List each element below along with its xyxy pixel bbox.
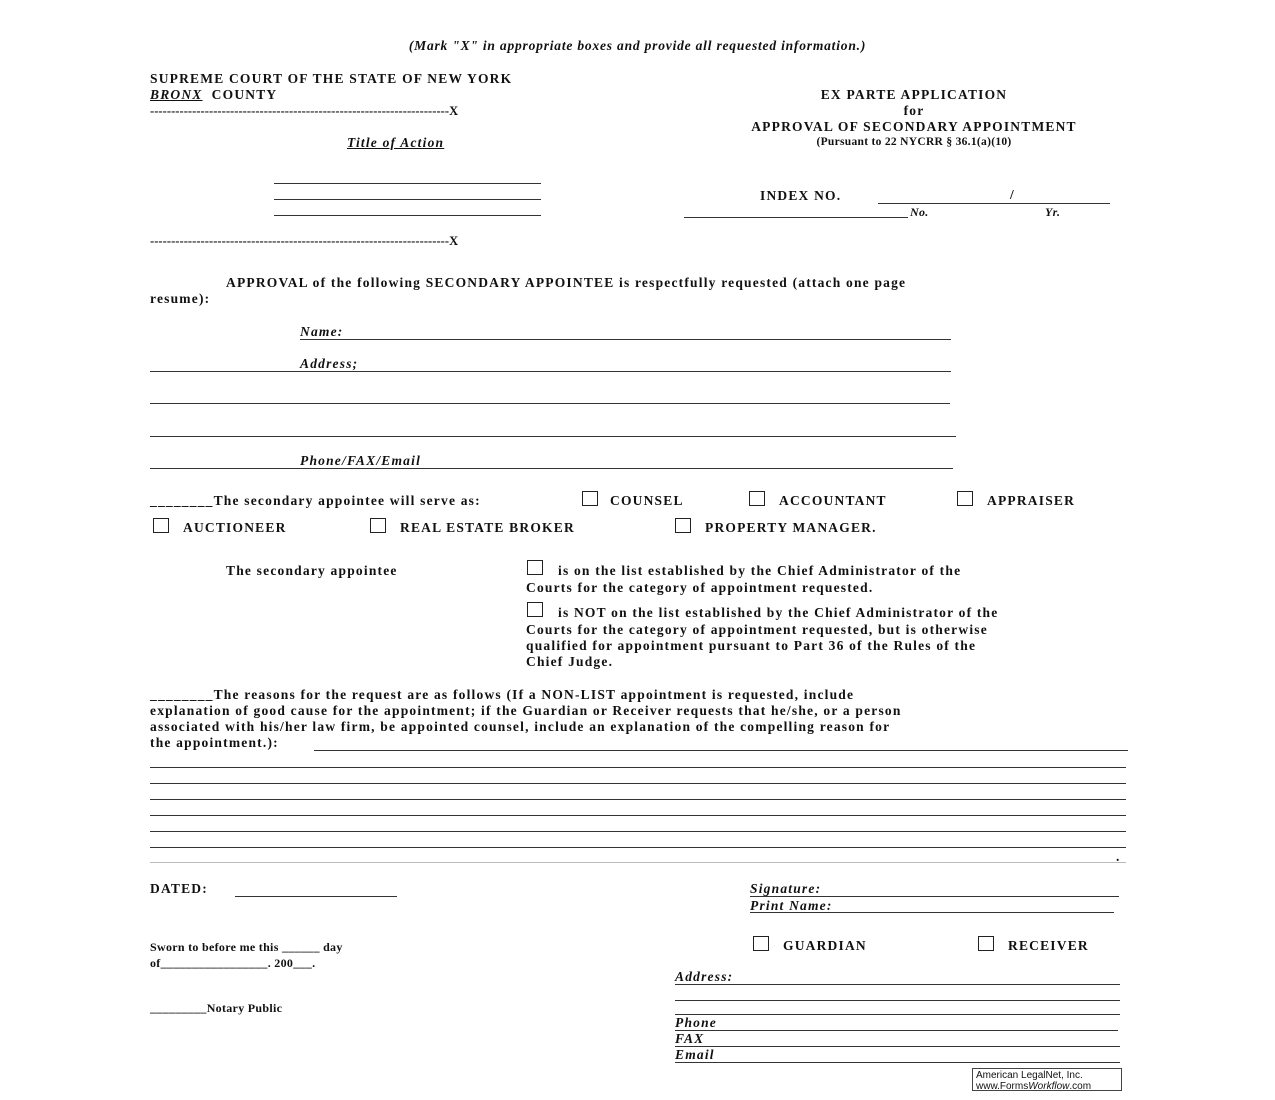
caption-separator-top: -----------------------------------------------------------------------X	[150, 104, 459, 118]
guardian-checkbox[interactable]	[753, 936, 769, 951]
signature-field[interactable]	[750, 896, 1119, 897]
reasons-line[interactable]	[150, 831, 1126, 832]
index-no-label: No.	[910, 205, 929, 219]
approval-text-cont: resume):	[150, 291, 211, 306]
heading-pursuant: (Pursuant to 22 NYCRR § 36.1(a)(10)	[816, 136, 1012, 148]
sworn-line2: of_________________. 200___.	[150, 956, 316, 970]
publisher-url	[976, 1081, 1121, 1092]
print-name-label: Print Name:	[750, 898, 833, 913]
title-of-action: Title of Action	[347, 135, 445, 150]
serve-as-label: ________The secondary appointee will serve as:	[150, 493, 481, 508]
contact-email-field[interactable]	[675, 1062, 1120, 1063]
heading-line2: for	[903, 103, 925, 118]
publisher-logo	[972, 1068, 1122, 1091]
contact-address-line2[interactable]	[675, 1000, 1120, 1001]
contact-fax-field[interactable]	[675, 1046, 1120, 1047]
sworn-line1: Sworn to before me this ______ day	[150, 940, 343, 954]
address-field[interactable]	[150, 371, 951, 372]
reasons-text: the appointment.):	[150, 735, 279, 750]
approval-text: APPROVAL of the following SECONDARY APPOINTEE is respectfully requested (attach one page	[226, 275, 907, 290]
real-estate-broker-checkbox[interactable]	[370, 518, 386, 533]
receiver-label: RECEIVER	[1008, 938, 1089, 953]
property-manager-checkbox[interactable]	[675, 518, 691, 533]
court-name: SUPREME COURT OF THE STATE OF NEW YORK	[150, 71, 513, 86]
instruction: (Mark "X" in appropriate boxes and provide all requested information.)	[408, 38, 867, 53]
auctioneer-label: AUCTIONEER	[183, 520, 287, 535]
accountant-checkbox[interactable]	[749, 491, 765, 506]
caption-separator-bottom: -----------------------------------------------------------------------X	[150, 234, 459, 248]
reasons-text: associated with his/her law firm, be appointed counsel, include an explanation of the compelling reason for	[150, 719, 891, 734]
county-name: BRONX	[150, 87, 203, 102]
index-label: INDEX NO.	[760, 188, 842, 203]
signature-label: Signature:	[750, 881, 822, 896]
phone-fax-email-field[interactable]	[150, 468, 953, 469]
on-list-text: Courts for the category of appointment requested.	[526, 580, 874, 595]
auctioneer-checkbox[interactable]	[153, 518, 169, 533]
address-field-line2[interactable]	[150, 403, 950, 404]
heading-line3: APPROVAL OF SECONDARY APPOINTMENT	[751, 119, 1077, 134]
end-dot: .	[1116, 849, 1121, 864]
guardian-label: GUARDIAN	[783, 938, 867, 953]
not-on-list-text: is NOT on the list established by the Chief Administrator of the	[558, 605, 999, 620]
on-list-text: is on the list established by the Chief Administrator of the	[558, 563, 962, 578]
dated-field[interactable]	[235, 896, 397, 897]
not-on-list-text: Courts for the category of appointment requested, but is otherwise	[526, 622, 988, 637]
not-on-list-checkbox[interactable]	[527, 602, 543, 617]
publisher-name: American LegalNet, Inc.	[976, 1070, 1083, 1081]
phone-fax-email-label: Phone/FAX/Email	[300, 453, 422, 468]
contact-phone-field[interactable]	[675, 1030, 1118, 1031]
reasons-line[interactable]	[150, 815, 1126, 816]
dated-label: DATED:	[150, 881, 208, 896]
print-name-field[interactable]	[750, 912, 1114, 913]
contact-phone-label: Phone	[675, 1015, 718, 1030]
party-line[interactable]	[274, 199, 541, 200]
appraiser-checkbox[interactable]	[957, 491, 973, 506]
property-manager-label: PROPERTY MANAGER.	[705, 520, 877, 535]
index-yr-label: Yr.	[1045, 205, 1061, 219]
list-status-label: The secondary appointee	[226, 563, 398, 578]
reasons-line[interactable]	[150, 862, 1126, 863]
party-line[interactable]	[274, 215, 541, 216]
url-part: .com	[1069, 1081, 1092, 1092]
contact-address-label: Address:	[675, 969, 734, 984]
reasons-line[interactable]	[150, 783, 1126, 784]
name-label: Name:	[300, 324, 344, 339]
address-field-line3[interactable]	[150, 436, 956, 437]
reasons-line[interactable]	[150, 799, 1126, 800]
address-label: Address;	[300, 356, 359, 371]
name-field[interactable]	[300, 339, 951, 340]
counsel-checkbox[interactable]	[582, 491, 598, 506]
heading-line1: EX PARTE APPLICATION	[820, 87, 1008, 102]
real-estate-broker-label: REAL ESTATE BROKER	[400, 520, 575, 535]
url-part: www.Forms	[976, 1081, 1029, 1092]
url-part: Workflow	[1028, 1081, 1070, 1092]
reasons-line[interactable]	[150, 847, 1126, 848]
not-on-list-text: Chief Judge.	[526, 654, 614, 669]
reasons-field[interactable]	[314, 750, 1128, 751]
on-list-checkbox[interactable]	[527, 560, 543, 575]
contact-address-line3[interactable]	[675, 1014, 1120, 1015]
accountant-label: ACCOUNTANT	[779, 493, 887, 508]
index-extra-line[interactable]	[684, 217, 908, 218]
notary-public: _________Notary Public	[150, 1001, 283, 1015]
contact-email-label: Email	[675, 1047, 715, 1062]
counsel-label: COUNSEL	[610, 493, 684, 508]
appraiser-label: APPRAISER	[987, 493, 1076, 508]
party-line[interactable]	[274, 183, 541, 184]
index-slash: /	[1010, 187, 1015, 202]
receiver-checkbox[interactable]	[978, 936, 994, 951]
contact-fax-label: FAX	[675, 1031, 705, 1046]
reasons-text: ________The reasons for the request are as follows (If a NON-LIST appointment is requested, include	[150, 687, 855, 702]
county-label: COUNTY	[211, 87, 278, 102]
reasons-text: explanation of good cause for the appointment; if the Guardian or Receiver requests that he/she, or a person	[150, 703, 902, 718]
contact-address-field[interactable]	[675, 984, 1120, 985]
not-on-list-text: qualified for appointment pursuant to Part 36 of the Rules of the	[526, 638, 977, 653]
reasons-line[interactable]	[150, 767, 1126, 768]
county-line	[150, 87, 277, 103]
